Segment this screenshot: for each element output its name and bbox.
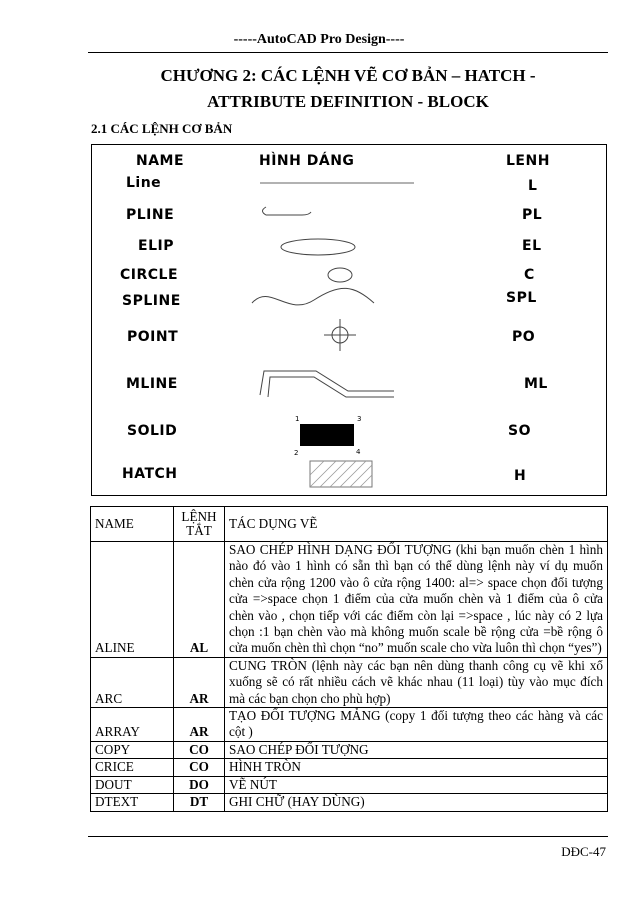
- page-header: -----AutoCAD Pro Design----: [233, 32, 405, 47]
- circle-shape-icon: [328, 268, 352, 282]
- table-row: [91, 657, 608, 707]
- row-desc: TẠO ĐỐI TƯỢNG MẢNG (copy 1 đối tượng theo các hàng và các cột ): [225, 708, 608, 742]
- commands-table: [90, 506, 608, 812]
- row-name-line: Line: [126, 175, 162, 191]
- row-command-pline: PL: [522, 207, 543, 223]
- row-name-elip: ELIP: [138, 238, 174, 254]
- row-name-spline: SPLINE: [122, 293, 181, 309]
- row-desc: CUNG TRÒN (lệnh này các bạn nên dùng thanh công cụ vẽ khi xổ xuống sẽ có rất nhiều cách vẽ khác nhau (11 loại) tùy vào mục đích mà các bạn chọn cho phù hợp): [225, 657, 608, 707]
- row-command-circle: C: [524, 267, 535, 283]
- row-abbr: AL: [174, 542, 225, 658]
- solid-shape-icon: [294, 415, 361, 457]
- header-desc: TÁC DỤNG VẼ: [225, 507, 608, 542]
- section-title: 2.1 CÁC LỆNH CƠ BẢN: [91, 121, 233, 136]
- solid-vertex-3: 3: [357, 415, 362, 423]
- page-number: DĐC-47: [561, 844, 606, 859]
- command-shapes-figure: [91, 144, 607, 496]
- hatch-shape-icon: [310, 461, 372, 487]
- row-name: DOUT: [91, 776, 174, 793]
- row-name: CRICE: [91, 759, 174, 776]
- row-name: DTEXT: [91, 794, 174, 811]
- row-desc: VẼ NÚT: [225, 776, 608, 793]
- header-rule: [88, 52, 608, 53]
- spline-shape-icon: [252, 288, 374, 305]
- row-command-hatch: H: [514, 468, 527, 484]
- row-command-elip: EL: [522, 238, 542, 254]
- row-command-line: L: [528, 178, 538, 194]
- polyline-shape-icon: [263, 207, 312, 215]
- table-row: [91, 759, 608, 776]
- row-abbr: AR: [174, 708, 225, 742]
- row-command-point: PO: [512, 329, 536, 345]
- row-name-mline: MLINE: [126, 376, 178, 392]
- row-name: ARC: [91, 657, 174, 707]
- row-abbr: CO: [174, 759, 225, 776]
- row-command-mline: ML: [524, 376, 548, 392]
- row-name: ARRAY: [91, 708, 174, 742]
- row-name-hatch: HATCH: [122, 466, 178, 482]
- table-header-row: [91, 507, 608, 542]
- footer-rule: [88, 836, 608, 837]
- ellipse-shape-icon: [281, 239, 355, 255]
- row-abbr: DT: [174, 794, 225, 811]
- row-name-point: POINT: [127, 329, 179, 345]
- chapter-title-line2: ATTRIBUTE DEFINITION - BLOCK: [207, 92, 489, 111]
- header-abbr: LỆNH TẮT: [174, 507, 225, 542]
- multiline-shape-icon: [260, 371, 394, 397]
- table-row: [91, 794, 608, 811]
- table-row: [91, 776, 608, 793]
- row-desc: GHI CHỮ (HAY DÙNG): [225, 794, 608, 811]
- row-desc: HÌNH TRÒN: [225, 759, 608, 776]
- figure-header-shape: HÌNH DÁNG: [259, 153, 355, 169]
- row-command-solid: SO: [508, 423, 531, 439]
- row-name-circle: CIRCLE: [120, 267, 179, 283]
- row-name: ALINE: [91, 542, 174, 658]
- row-name-pline: PLINE: [126, 207, 175, 223]
- row-command-spline: SPL: [506, 290, 537, 306]
- row-name-solid: SOLID: [127, 423, 178, 439]
- figure-header-name: NAME: [136, 153, 185, 169]
- table-row: [91, 741, 608, 758]
- row-abbr: AR: [174, 657, 225, 707]
- figure-header-command: LENH: [506, 153, 550, 169]
- solid-vertex-1: 1: [295, 415, 300, 423]
- shape-drawings: [92, 145, 608, 497]
- table-row: [91, 708, 608, 742]
- row-abbr: CO: [174, 741, 225, 758]
- table-row: [91, 542, 608, 658]
- solid-vertex-4: 4: [356, 448, 361, 456]
- row-desc: SAO CHÉP HÌNH DẠNG ĐỐI TƯỢNG (khi bạn muốn chèn 1 hình nào đó vào 1 hình có sẵn thì bạn có thể dùng lệnh này ví dụ muốn chèn cửa rộng 1200 vào ô cửa rộng 1400: al=> space chọn đối tượng cửa =>space chọn 1 điểm của cửa muốn chèn và 1 điểm của ô cửa chèn vào , chọn tiếp với các điểm còn lại =>space , lúc này có 2 lựa chọn :1 bạn chèn vào mà không muốn scale bề rộng cửa =bề rộng ô cửa muốn chèn thì chọn “no” muốn scale cho vừa luôn thì chọn “yes”): [225, 542, 608, 658]
- row-abbr: DO: [174, 776, 225, 793]
- header-name: NAME: [91, 507, 174, 542]
- chapter-title-line1: CHƯƠNG 2: CÁC LỆNH VẼ CƠ BẢN – HATCH -: [160, 66, 536, 85]
- solid-vertex-2: 2: [294, 449, 299, 457]
- row-name: COPY: [91, 741, 174, 758]
- point-shape-icon: [324, 319, 356, 351]
- row-desc: SAO CHÉP ĐỐI TƯỢNG: [225, 741, 608, 758]
